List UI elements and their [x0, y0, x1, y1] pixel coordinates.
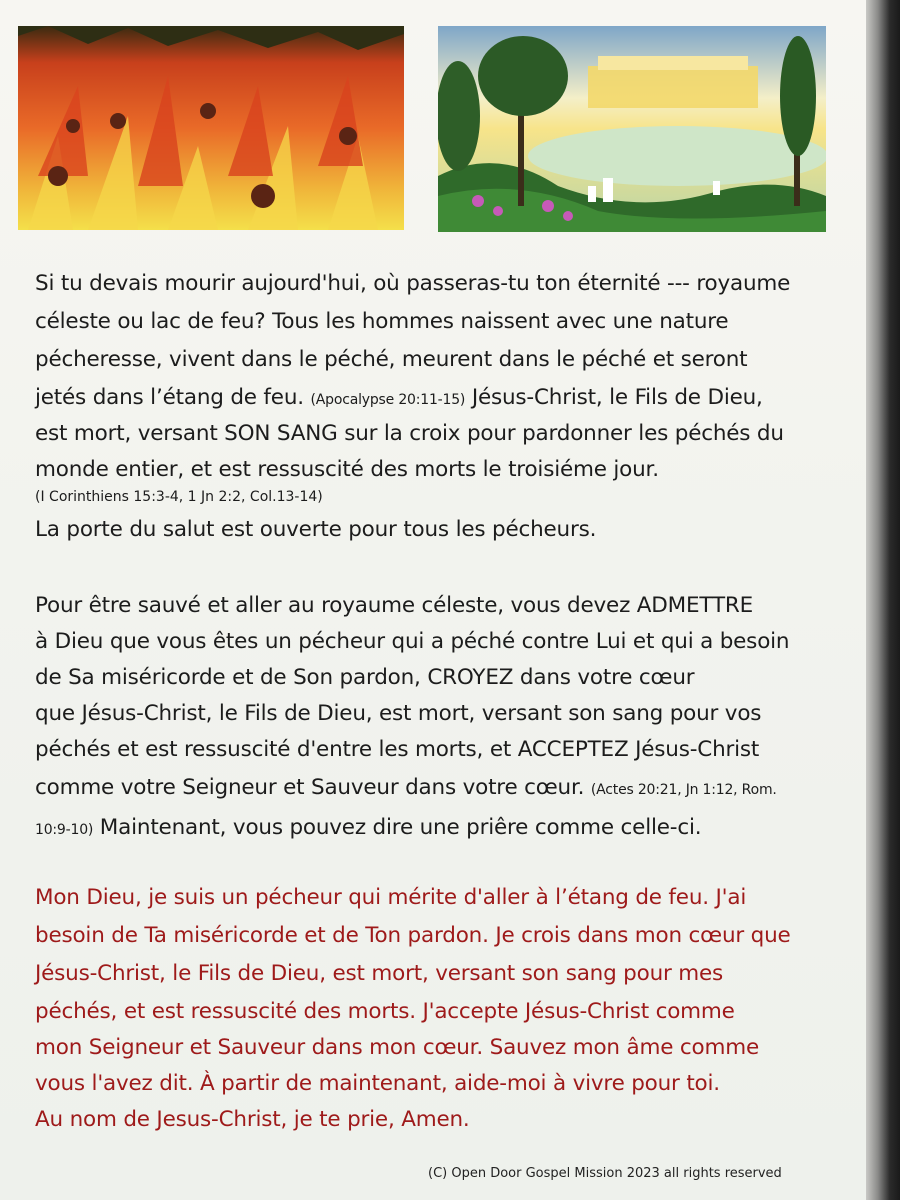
para2-line-1: Pour être sauvé et aller au royaume céleste, vous devez ADMETTRE: [35, 593, 754, 618]
para2-line-6: [35, 774, 777, 804]
para1-line-6: monde entier, et est ressuscité des morts le troisiéme jour.: [35, 457, 659, 482]
para1-line-4-text: jetés dans l’étang de feu.: [35, 385, 311, 410]
scripture-reference: (Actes 20:21, Jn 1:12, Rom.: [590, 782, 777, 798]
prayer-line-5: mon Seigneur et Sauveur dans mon cœur. Sauvez mon âme comme: [35, 1035, 759, 1060]
prayer-line-4: péchés, et est ressuscité des morts. J'accepte Jésus-Christ comme: [35, 999, 735, 1024]
para1-line-1: Si tu devais mourir aujourd'hui, où passeras-tu ton éternité --- royaume: [35, 271, 791, 296]
para2-line-2: à Dieu que vous êtes un pécheur qui a péché contre Lui et qui a besoin: [35, 629, 790, 654]
para2-line-6-text: comme votre Seigneur et Sauveur dans votre cœur.: [35, 775, 591, 800]
para1-line-7: La porte du salut est ouverte pour tous les pécheurs.: [35, 517, 597, 542]
para1-line-4: [35, 384, 763, 414]
prayer-line-2: besoin de Ta miséricorde et de Ton pardon. Je crois dans mon cœur que: [35, 923, 791, 948]
para2-line-7-text: Maintenant, vous pouvez dire une priêre comme celle-ci.: [93, 815, 702, 840]
prayer-line-6: vous l'avez dit. À partir de maintenant, aide-moi à vivre pour toi.: [35, 1071, 720, 1096]
prayer-line-3: Jésus-Christ, le Fils de Dieu, est mort, versant son sang pour mes: [35, 961, 724, 986]
scripture-reference: (I Corinthiens 15:3-4, 1 Jn 2:2, Col.13-14): [35, 489, 323, 505]
prayer-line-7: Au nom de Jesus-Christ, je te prie, Amen.: [35, 1107, 470, 1132]
celestial-city-image: [438, 26, 826, 232]
para1-line-2: céleste ou lac de feu? Tous les hommes naissent avec une nature: [35, 309, 729, 334]
scripture-reference: (Apocalypse 20:11-15): [310, 392, 466, 408]
para2-line-5: péchés et est ressuscité d'entre les morts, et ACCEPTEZ Jésus-Christ: [35, 737, 760, 762]
para2-line-4: que Jésus-Christ, le Fils de Dieu, est mort, versant son sang pour vos: [35, 701, 762, 726]
lake-of-fire-image: [18, 26, 404, 230]
para2-line-3: de Sa miséricorde et de Son pardon, CROYEZ dans votre cœur: [35, 665, 695, 690]
para1-line-5: est mort, versant SON SANG sur la croix pour pardonner les péchés du: [35, 421, 784, 446]
para1-line-3: pécheresse, vivent dans le péché, meurent dans le péché et seront: [35, 347, 748, 372]
scripture-reference: 10:9-10): [35, 822, 94, 838]
para1-line-4-text-end: Jésus-Christ, le Fils de Dieu,: [465, 385, 763, 410]
copyright-notice: (C) Open Door Gospel Mission 2023 all rights reserved: [428, 1166, 782, 1181]
para2-line-7: [35, 814, 701, 844]
prayer-line-1: Mon Dieu, je suis un pécheur qui mérite d'aller à l’étang de feu. J'ai: [35, 885, 747, 910]
device-bezel: [866, 0, 900, 1200]
